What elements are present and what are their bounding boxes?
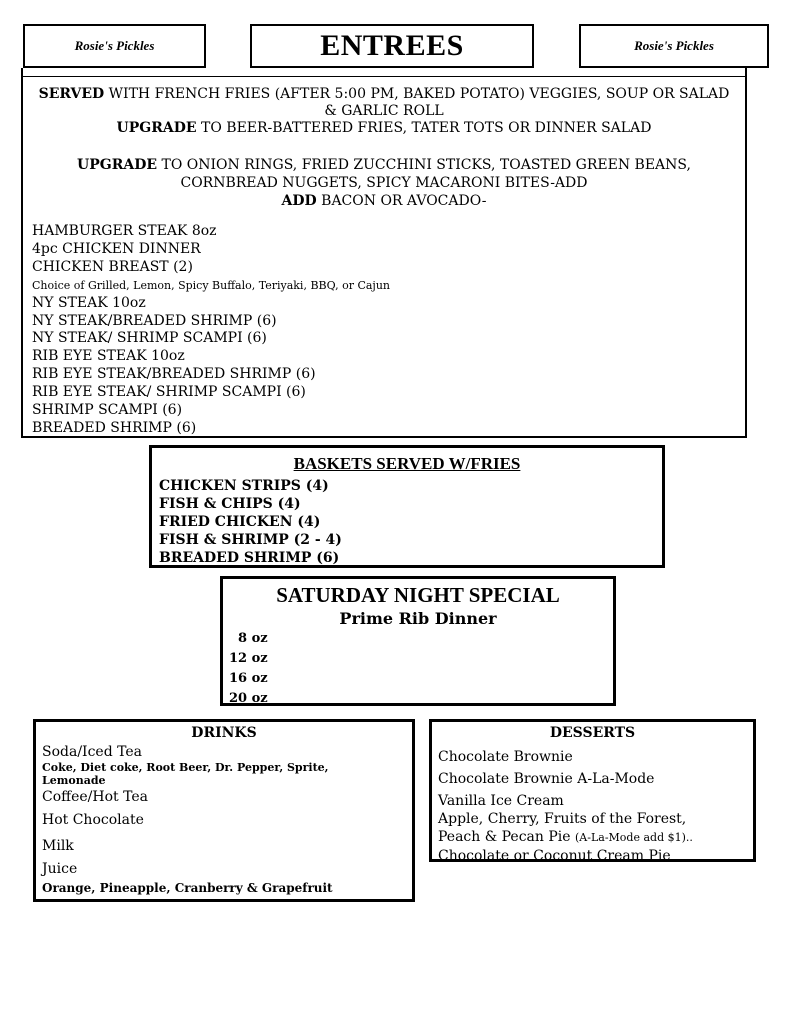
drink-item-note: Orange, Pineapple, Cranberry & Grapefruit xyxy=(42,881,333,895)
dessert-pie-note: (A-La-Mode add $1).. xyxy=(575,831,693,844)
desserts-list xyxy=(438,746,693,865)
drink-item-note: Coke, Diet coke, Root Beer, Dr. Pepper, Sprite, xyxy=(42,761,329,774)
upgrade1-bold: UPGRADE xyxy=(116,120,197,136)
special-subtitle: Prime Rib Dinner xyxy=(339,609,497,628)
upgrade1-text: TO BEER-BATTERED FRIES, TATER TOTS OR DINNER SALAD xyxy=(201,120,652,136)
basket-item: CHICKEN STRIPS (4) xyxy=(159,478,329,494)
entrees-section xyxy=(21,68,747,438)
logo-left xyxy=(23,24,206,68)
entree-list xyxy=(32,223,390,438)
dessert-item: Chocolate or Coconut Cream Pie xyxy=(438,848,671,864)
upgrade2-text-2: CORNBREAD NUGGETS, SPICY MACARONI BITES-ADD xyxy=(180,175,588,191)
entree-item: NY STEAK 10oz xyxy=(32,294,146,311)
served-note xyxy=(23,86,745,137)
upgrade2-bold: UPGRADE xyxy=(77,157,158,173)
drink-item: Coffee/Hot Tea xyxy=(42,789,148,805)
drink-item-note: Lemonade xyxy=(42,774,106,787)
served-text: WITH FRENCH FRIES (AFTER 5:00 PM, BAKED POTATO) VEGGIES, SOUP OR SALAD xyxy=(108,86,730,102)
add-text: BACON OR AVOCADO- xyxy=(321,193,487,209)
size-item: 8 oz xyxy=(238,631,268,646)
size-item: 16 oz xyxy=(229,671,268,686)
logo-right-text: Rosie's Pickles xyxy=(634,38,714,53)
drink-item: Milk xyxy=(42,838,74,854)
entree-item: RIB EYE STEAK 10oz xyxy=(32,348,185,365)
dessert-item: Vanilla Ice Cream xyxy=(438,793,564,809)
upgrade2-text: TO ONION RINGS, FRIED ZUCCHINI STICKS, TOASTED GREEN BEANS, xyxy=(161,157,691,173)
basket-item: FISH & SHRIMP (2 - 4) xyxy=(159,532,342,548)
entree-item: RIB EYE STEAK/BREADED SHRIMP (6) xyxy=(32,366,316,383)
entree-item-note: Choice of Grilled, Lemon, Spicy Buffalo, Teriyaki, BBQ, or Cajun xyxy=(32,278,391,292)
entree-item: 4pc CHICKEN DINNER xyxy=(32,240,201,257)
page-title xyxy=(250,24,534,68)
page-title-text: ENTREES xyxy=(320,29,464,62)
logo-left-text: Rosie's Pickles xyxy=(74,38,155,53)
size-item: 12 oz xyxy=(229,651,268,666)
baskets-list xyxy=(159,477,342,567)
special-sizes xyxy=(229,629,268,709)
entree-item: CHICKEN BREAST (2) xyxy=(32,258,193,275)
size-item: 20 oz xyxy=(229,691,268,706)
entree-item: BREADED SHRIMP (6) xyxy=(32,419,197,436)
drinks-title: DRINKS xyxy=(191,725,257,741)
drink-item: Juice xyxy=(42,861,78,877)
drinks-list xyxy=(42,743,333,897)
baskets-title: BASKETS SERVED W/FRIES xyxy=(293,454,521,473)
logo-right xyxy=(579,24,769,68)
entree-item: SHRIMP SCAMPI (6) xyxy=(32,402,183,419)
served-text-2: & GARLIC ROLL xyxy=(324,103,444,119)
desserts-title: DESSERTS xyxy=(549,725,636,741)
drink-item: Hot Chocolate xyxy=(42,812,144,828)
special-section xyxy=(220,576,616,706)
basket-item: FISH & CHIPS (4) xyxy=(159,496,301,512)
basket-item: BREADED SHRIMP (6) xyxy=(159,550,340,566)
entree-item: HAMBURGER STEAK 8oz xyxy=(32,223,217,239)
add-bold: ADD xyxy=(281,193,317,209)
served-bold: SERVED xyxy=(38,86,105,102)
special-title: SATURDAY NIGHT SPECIAL xyxy=(276,583,560,607)
drinks-section xyxy=(33,719,415,902)
entree-item: RIB EYE STEAK/ SHRIMP SCAMPI (6) xyxy=(32,384,306,401)
dessert-item: Chocolate Brownie xyxy=(438,749,573,765)
entree-item: NY STEAK/ SHRIMP SCAMPI (6) xyxy=(32,330,267,347)
basket-item: FRIED CHICKEN (4) xyxy=(159,514,321,530)
dessert-item: Apple, Cherry, Fruits of the Forest, xyxy=(438,811,687,827)
drink-item: Soda/Iced Tea xyxy=(42,744,142,760)
entrees-top-rule xyxy=(23,76,745,77)
desserts-section xyxy=(429,719,756,862)
dessert-item xyxy=(438,828,693,847)
entree-item: NY STEAK/BREADED SHRIMP (6) xyxy=(32,312,277,329)
dessert-pie-label: Peach & Pecan Pie xyxy=(438,829,571,845)
baskets-section xyxy=(149,445,665,568)
upgrade-note xyxy=(23,156,745,210)
dessert-item: Chocolate Brownie A-La-Mode xyxy=(438,771,655,787)
